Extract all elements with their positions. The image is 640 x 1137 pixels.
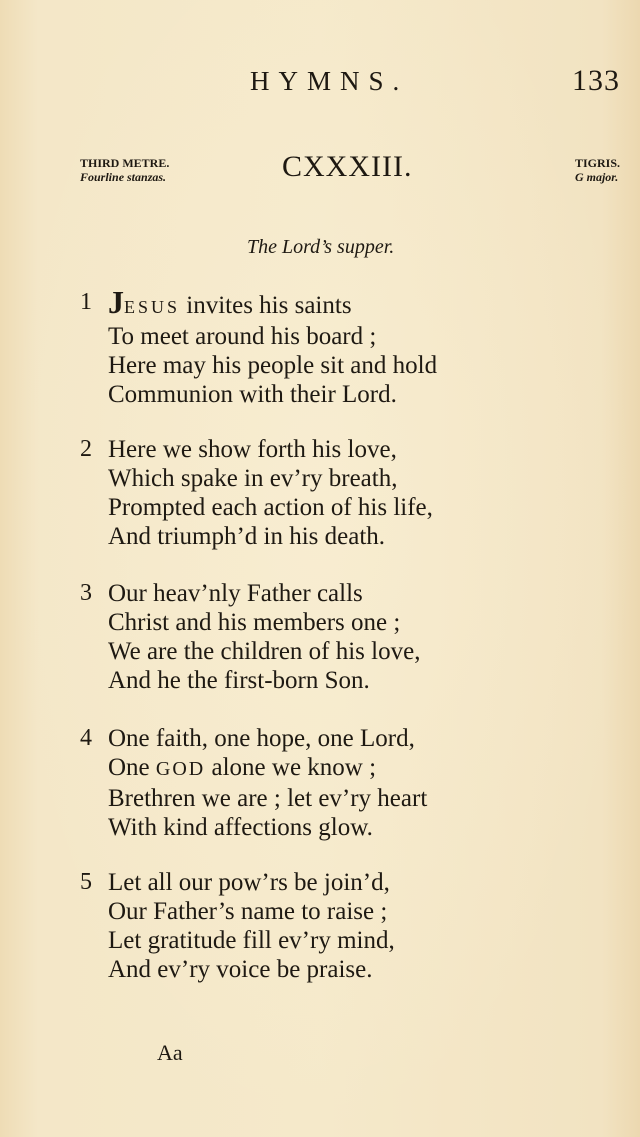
verse-line: Which spake in ev’ry breath, xyxy=(108,465,398,492)
stanza-3 xyxy=(80,579,510,695)
verse-line: Our Father’s name to raise ; xyxy=(108,898,388,925)
verse-line: We are the children of his love, xyxy=(108,638,421,665)
stanza-number: 2 xyxy=(80,436,92,462)
metre-label xyxy=(80,156,169,184)
stanza-number: 4 xyxy=(80,725,92,751)
verse-line-end: alone we know ; xyxy=(205,754,377,781)
verse-line-start: One xyxy=(108,754,156,781)
stanza-1 xyxy=(80,284,510,409)
verse-line: Let gratitude fill ev’ry mind, xyxy=(108,927,395,954)
verse-line xyxy=(80,284,510,322)
stanza-number: 3 xyxy=(80,580,92,606)
verse-line: Christ and his members one ; xyxy=(108,609,401,636)
verse-line: Communion with their Lord. xyxy=(108,381,397,408)
small-caps-word: ESUS xyxy=(124,297,181,317)
verse-line: Our heav’nly Father calls xyxy=(108,580,363,607)
verse-line: And triumph’d in his death. xyxy=(108,523,386,550)
stanza-4 xyxy=(80,724,510,842)
metre-line-1: THIRD METRE. xyxy=(80,156,170,170)
verse-line: Let all our pow’rs be join’d, xyxy=(108,869,390,896)
verse-line: And ev’ry voice be praise. xyxy=(108,956,373,983)
stanza-2 xyxy=(80,435,510,551)
page-number: 133 xyxy=(572,64,620,97)
tune-line-1: TIGRIS. xyxy=(574,156,620,170)
stanza-number: 1 xyxy=(80,289,92,315)
hymn-title: The Lord’s supper. xyxy=(247,236,395,258)
verse-line xyxy=(80,753,510,784)
stanza-5 xyxy=(80,868,510,984)
tune-line-2: G major. xyxy=(574,170,619,184)
verse-line: And he the first-born Son. xyxy=(108,667,370,694)
verse-line: Here we show forth his love, xyxy=(108,436,397,463)
running-head: HYMNS. xyxy=(250,66,409,96)
signature-mark: Aa xyxy=(157,1040,183,1065)
verse-line: Here may his people sit and hold xyxy=(108,352,438,379)
hymn-number: CXXXIII. xyxy=(282,150,413,183)
verse-line: One faith, one hope, one Lord, xyxy=(108,725,415,752)
verse-line-rest: invites his saints xyxy=(180,292,352,319)
metre-line-2: Fourline stanzas. xyxy=(80,170,167,184)
stanza-number: 5 xyxy=(80,869,92,895)
verse-line: To meet around his board ; xyxy=(108,323,377,350)
small-caps-word: GOD xyxy=(155,758,206,780)
tune-label xyxy=(575,156,620,184)
verse-line: Prompted each action of his life, xyxy=(108,494,433,521)
verse-line: Brethren we are ; let ev’ry heart xyxy=(108,785,428,812)
drop-cap: J xyxy=(108,284,124,320)
verse-line: With kind affections glow. xyxy=(108,814,373,841)
